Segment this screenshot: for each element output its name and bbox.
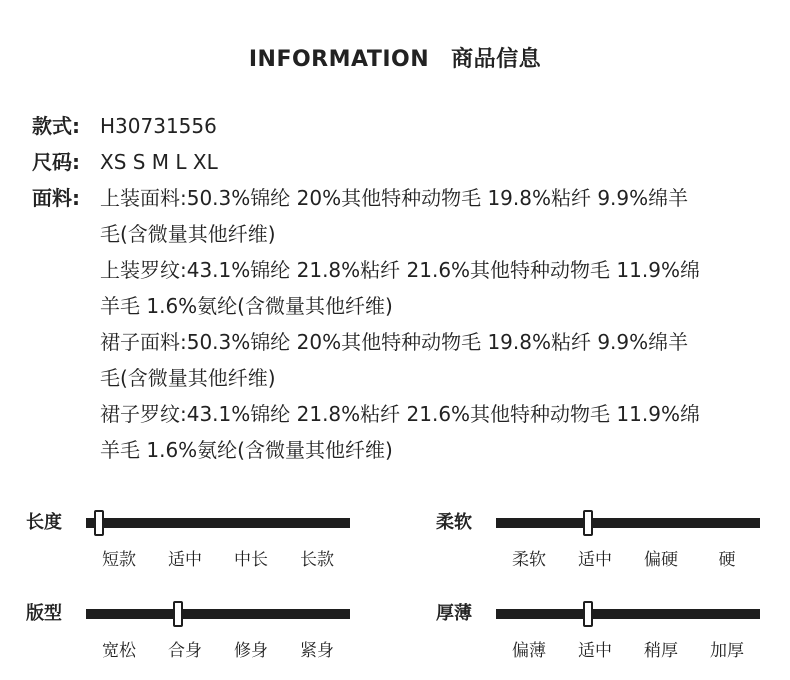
fit-scale <box>26 603 356 663</box>
style-value: H30731556 <box>100 114 217 138</box>
fabric-line: 裙子面料:50.3%锦纶 20%其他特种动物毛 19.8%粘纤 9.9%绵羊 <box>100 330 689 354</box>
fit-slider-track <box>86 609 350 619</box>
fabric-line: 羊毛 1.6%氨纶(含微量其他纤维) <box>100 438 393 462</box>
scale-tick: 稍厚 <box>644 641 678 661</box>
scale-tick: 柔软 <box>512 550 546 570</box>
thickness-slider-track <box>496 609 760 619</box>
title-chinese: 商品信息 <box>451 47 542 72</box>
scale-tick: 紧身 <box>300 641 334 661</box>
scale-tick: 中长 <box>234 550 268 570</box>
scale-tick: 加厚 <box>710 641 744 661</box>
scale-tick: 适中 <box>168 550 202 570</box>
fit-slider-handle[interactable] <box>173 601 183 627</box>
fabric-label: 面料: <box>32 186 80 210</box>
scale-tick: 修身 <box>234 641 268 661</box>
size-value: XS S M L XL <box>100 150 218 174</box>
fit-scale-name: 版型 <box>26 603 62 624</box>
style-label: 款式: <box>32 114 80 138</box>
softness-scale <box>436 512 766 572</box>
scale-tick: 硬 <box>718 550 736 570</box>
page-title <box>0 42 790 73</box>
fabric-line: 毛(含微量其他纤维) <box>100 366 276 390</box>
scale-tick: 偏薄 <box>512 641 546 661</box>
fabric-line: 羊毛 1.6%氨纶(含微量其他纤维) <box>100 294 393 318</box>
scale-tick: 短款 <box>102 550 136 570</box>
scale-tick: 适中 <box>578 641 612 661</box>
title-english: INFORMATION <box>248 47 430 72</box>
thickness-slider-handle[interactable] <box>583 601 593 627</box>
length-slider-handle[interactable] <box>94 510 104 536</box>
scale-tick: 长款 <box>300 550 334 570</box>
scale-tick: 偏硬 <box>644 550 678 570</box>
fabric-row <box>32 180 772 468</box>
size-label: 尺码: <box>32 150 80 174</box>
fabric-line: 上装罗纹:43.1%锦纶 21.8%粘纤 21.6%其他特种动物毛 11.9%绵 <box>100 258 700 282</box>
thickness-scale <box>436 603 766 663</box>
softness-scale-name: 柔软 <box>436 512 472 533</box>
length-scale <box>26 512 356 572</box>
product-details <box>32 108 772 468</box>
scale-tick: 宽松 <box>102 641 136 661</box>
fabric-value <box>100 180 772 468</box>
length-scale-name: 长度 <box>26 512 62 533</box>
thickness-scale-name: 厚薄 <box>436 603 472 624</box>
style-row <box>32 108 772 144</box>
fabric-line: 毛(含微量其他纤维) <box>100 222 276 246</box>
size-row <box>32 144 772 180</box>
fabric-line: 上装面料:50.3%锦纶 20%其他特种动物毛 19.8%粘纤 9.9%绵羊 <box>100 186 689 210</box>
scale-tick: 适中 <box>578 550 612 570</box>
length-slider-track <box>86 518 350 528</box>
scale-tick: 合身 <box>168 641 202 661</box>
softness-slider-track <box>496 518 760 528</box>
fabric-line: 裙子罗纹:43.1%锦纶 21.8%粘纤 21.6%其他特种动物毛 11.9%绵 <box>100 402 700 426</box>
softness-slider-handle[interactable] <box>583 510 593 536</box>
